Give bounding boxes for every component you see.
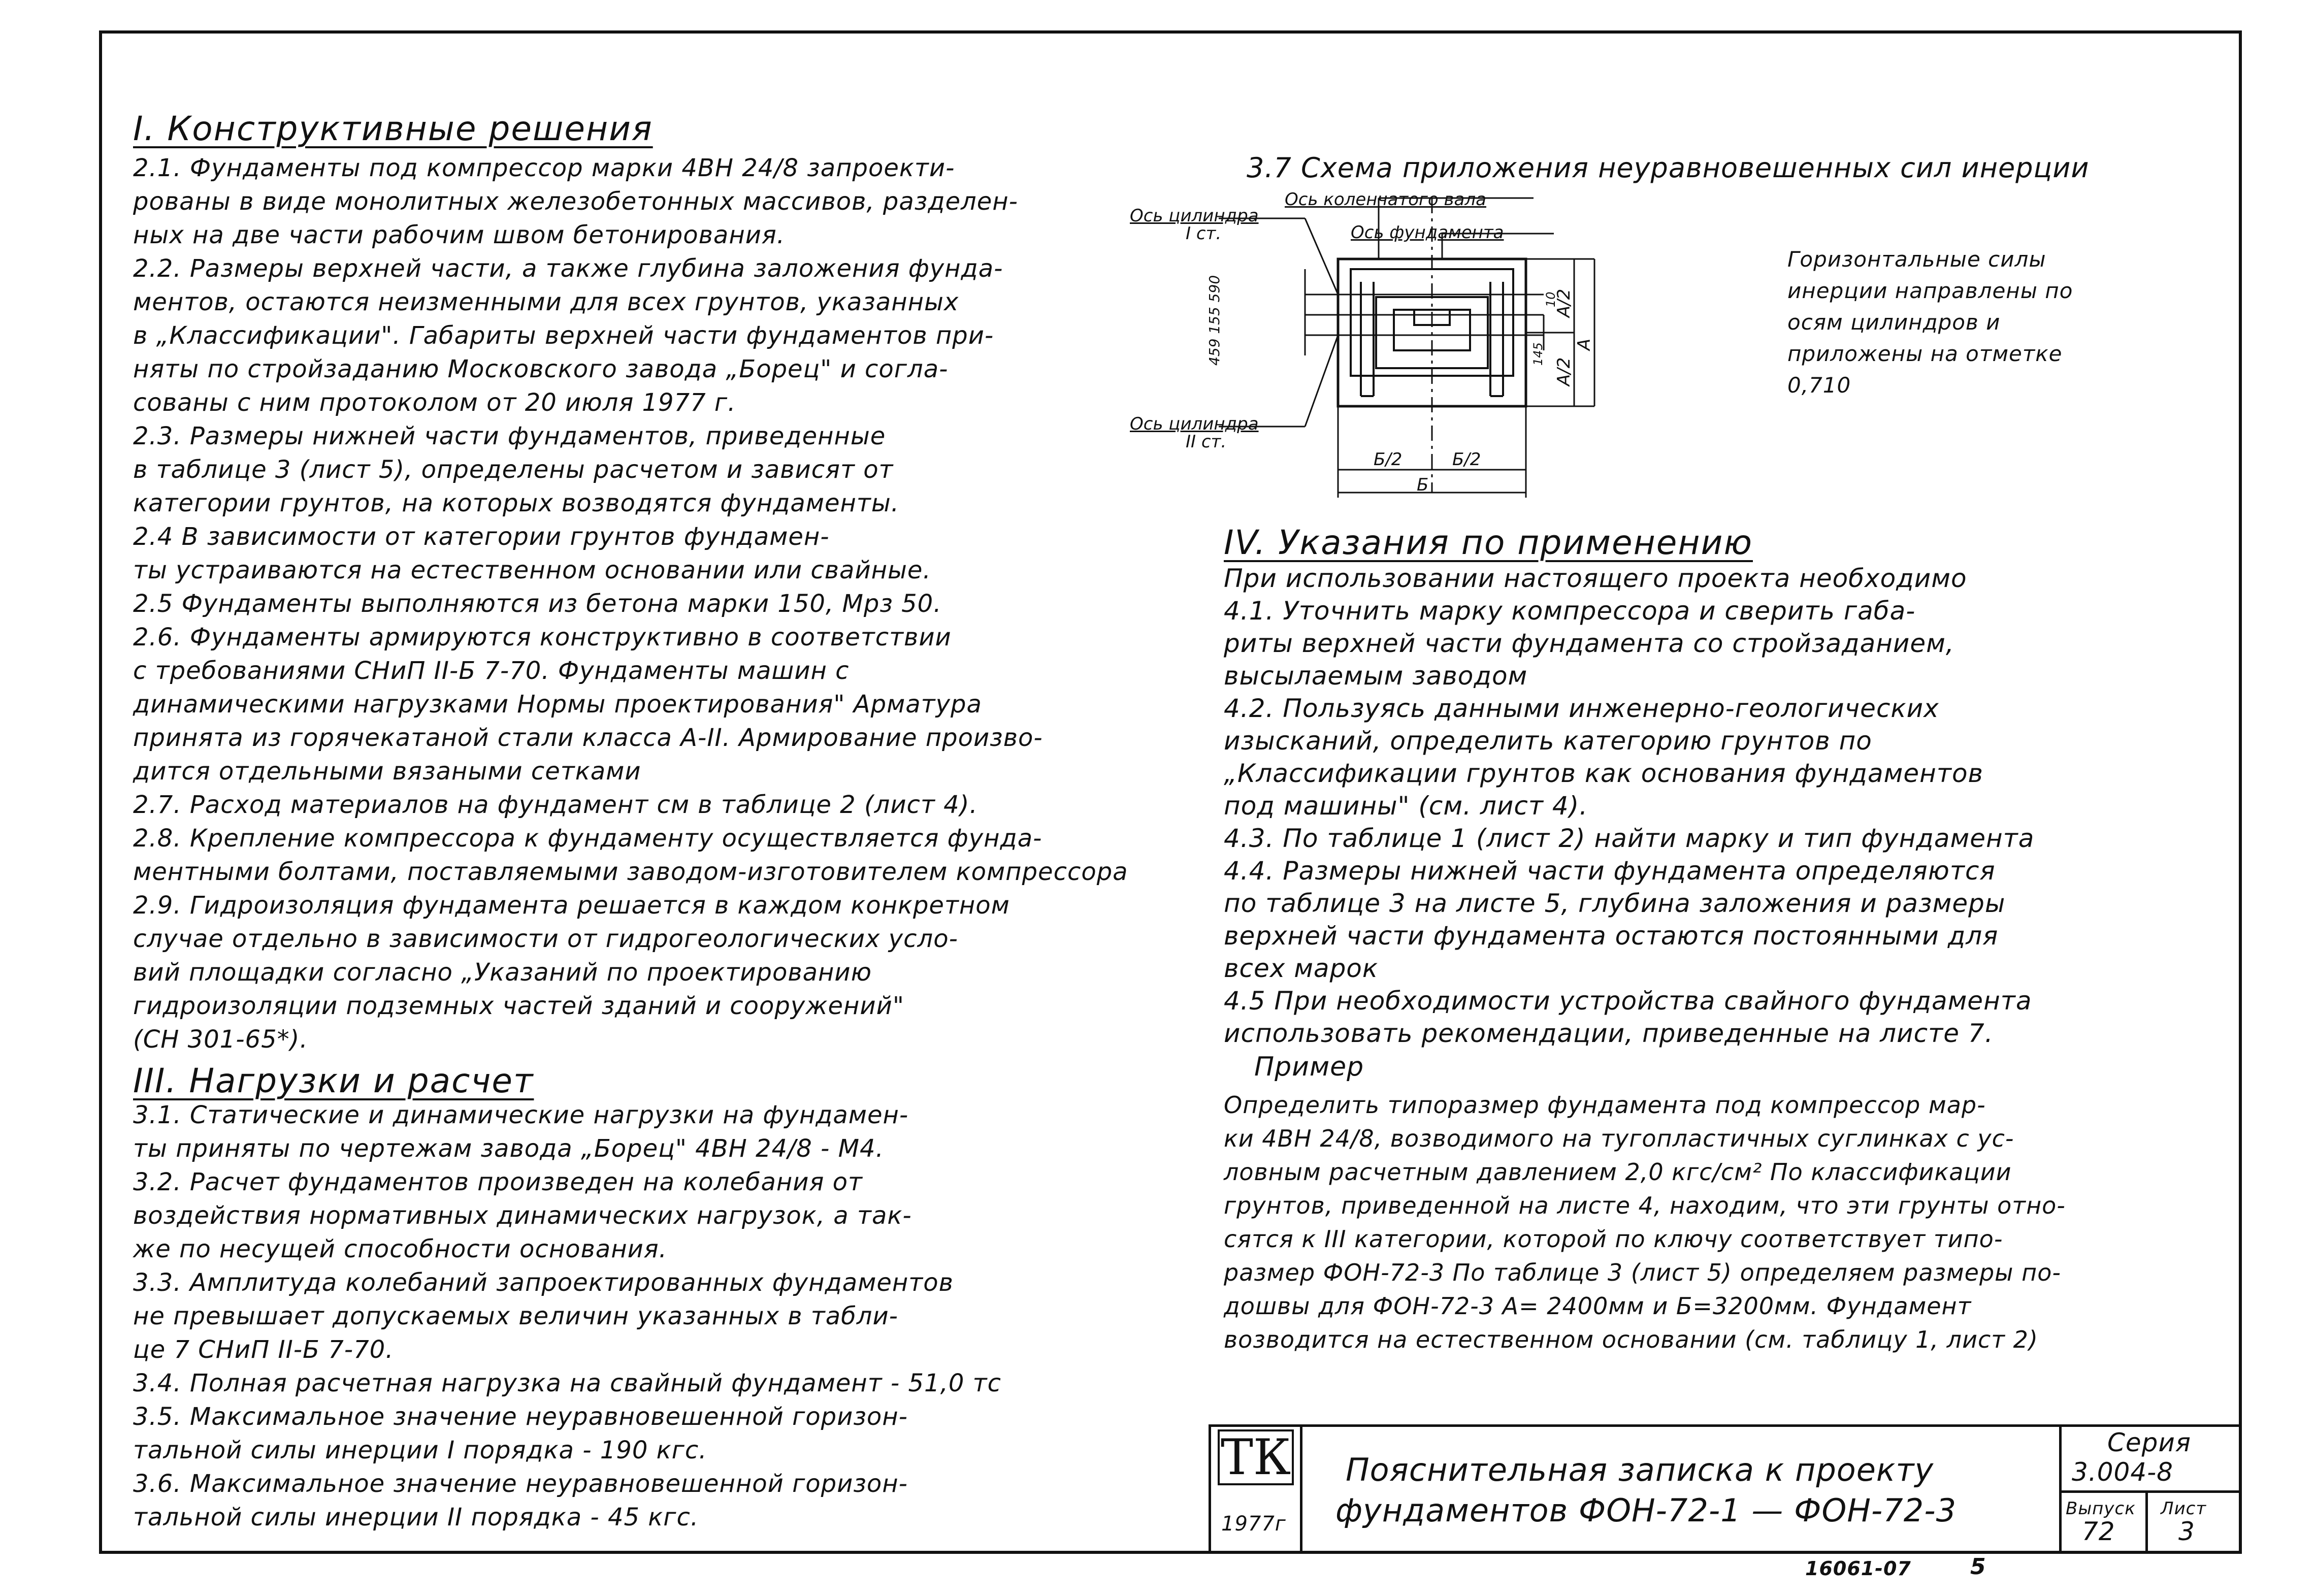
section-3-line: 3.1. Статические и динамические нагрузки на фундамен- [133, 1101, 909, 1129]
issue-label: Выпуск [2066, 1499, 2136, 1519]
section-4-line: „Классификации грунтов как основания фундаментов [1224, 759, 1983, 788]
section-1-line: 2.3. Размеры нижней части фундаментов, приведенные [133, 422, 886, 450]
section-3-line: не превышает допускаемых величин указанных в табли- [133, 1302, 898, 1330]
section-4-line: 4.5 При необходимости устройства свайного фундамента [1224, 986, 2032, 1016]
section-1-line: ментов, остаются неизменными для всех грунтов, указанных [133, 288, 959, 316]
dimension-a-half-bottom: A/2 [1554, 357, 1574, 386]
section-1-line: (СН 301-65*). [133, 1025, 308, 1054]
drawing-code: 16061-07 [1805, 1557, 1911, 1580]
crankshaft-axis-label: Ось коленчатого вала [1285, 189, 1486, 210]
section-1-line: 2.6. Фундаменты армируются конструктивно в соответствии [133, 623, 952, 652]
mid-dimension-1: 10 [1544, 291, 1558, 307]
dimension-b-half-left: Б/2 [1374, 449, 1403, 470]
section-3-line: 3.5. Максимальное значение неуравновешенной горизон- [133, 1403, 908, 1431]
section-4-line: риты верхней части фундамента со стройзаданием, [1224, 629, 1954, 658]
scheme-note-line: инерции направлены по [1787, 278, 2073, 303]
section-1-line: 2.8. Крепление компрессора к фундаменту осуществляется фунда- [133, 824, 1042, 853]
example-line: размер ФОН-72-3 По таблице 3 (лист 5) определяем размеры по- [1224, 1259, 2061, 1286]
scheme-note-line: приложены на отметке [1787, 341, 2063, 366]
section-4-line: изысканий, определить категорию грунтов по [1224, 726, 1872, 756]
section-4-line: под машины" (см. лист 4). [1224, 791, 1588, 821]
dimension-b: Б [1417, 475, 1429, 495]
section-3-line: 3.2. Расчет фундаментов произведен на колебания от [133, 1168, 863, 1196]
sheet-value: 3 [2178, 1517, 2195, 1546]
section-1-line: ментными болтами, поставляемыми заводом-изготовителем компрессора [133, 858, 1128, 886]
section-4-line: использовать рекомендации, приведенные на листе 7. [1224, 1019, 1994, 1048]
dimension-a: A [1574, 338, 1594, 350]
example-line: Определить типоразмер фундамента под компрессор мар- [1224, 1091, 1986, 1119]
section-3-line: 3.6. Максимальное значение неуравновешенной горизон- [133, 1470, 908, 1498]
section-4-heading: IV. Указания по применению [1224, 523, 1753, 562]
section-1-line: 2.7. Расход материалов на фундамент см в таблице 2 (лист 4). [133, 791, 978, 819]
cylinder-axis-2-num: II ст. [1186, 432, 1227, 452]
section-4-line: 4.4. Размеры нижней части фундамента определяются [1224, 856, 1996, 886]
foundation-axis-label: Ось фундамента [1351, 222, 1504, 243]
section-1-line: с требованиями СНиП II-Б 7-70. Фундаменты машин с [133, 657, 850, 685]
example-line: ловным расчетным давлением 2,0 кгс/см² По классификации [1224, 1158, 2012, 1186]
example-line: дошвы для ФОН-72-3 А= 2400мм и Б=3200мм. Фундамент [1224, 1292, 1972, 1320]
dimension-b-half-right: Б/2 [1452, 449, 1481, 470]
section-1-line: рованы в виде монолитных железобетонных массивов, разделен- [133, 187, 1018, 216]
section-1-line: гидроизоляции подземных частей зданий и сооружений" [133, 992, 904, 1020]
section-1-line: 2.5 Фундаменты выполняются из бетона марки 150, Мрз 50. [133, 590, 942, 618]
example-line: грунтов, приведенной на листе 4, находим, что эти грунты отно- [1224, 1192, 2066, 1219]
section-1-heading: I. Конструктивные решения [133, 109, 653, 148]
section-1-line: случае отдельно в зависимости от гидрогеологических усло- [133, 925, 958, 953]
section-1-line: 2.4 В зависимости от категории грунтов фундамен- [133, 523, 830, 551]
scheme-heading: 3.7 Схема приложения неуравновешенных сил инерции [1247, 152, 2090, 184]
section-4-line: высылаемым заводом [1224, 661, 1528, 691]
issue-value: 72 [2082, 1517, 2115, 1546]
dimension-a-half-top: A/2 [1554, 288, 1574, 317]
section-1-line: няты по стройзаданию Московского завода „Борец" и согла- [133, 355, 949, 383]
section-1-line: ты устраиваются на естественном основании или свайные. [133, 556, 931, 584]
example-line: сятся к III категории, которой по ключу соответствует типо- [1224, 1225, 2003, 1253]
section-1-line: дится отдельными вязаными сетками [133, 757, 641, 786]
sheet-label: Лист [2161, 1499, 2207, 1519]
section-3-line: тальной силы инерции I порядка - 190 кгс. [133, 1436, 707, 1464]
scheme-note-line: 0,710 [1787, 373, 1851, 398]
section-3-line: же по несущей способности основания. [133, 1235, 667, 1263]
section-4-line: верхней части фундамента остаются постоянными для [1224, 921, 1999, 951]
section-1-line: категории грунтов, на которых возводятся фундаменты. [133, 489, 900, 517]
section-4-line: 4.3. По таблице 1 (лист 2) найти марку и тип фундамента [1224, 824, 2035, 853]
page-number: 5 [1970, 1554, 1986, 1580]
series-value: 3.004-8 [2072, 1457, 2173, 1487]
scheme-note-line: Горизонтальные силы [1787, 247, 2046, 272]
cylinder-axis-1-num: I ст. [1186, 223, 1222, 244]
section-1-line: вий площадки согласно „Указаний по проектированию [133, 958, 872, 987]
example-heading: Пример [1254, 1052, 1364, 1082]
example-line: ки 4ВН 24/8, возводимого на тугопластичных суглинках с ус- [1224, 1125, 2014, 1152]
section-4-line: всех марок [1224, 954, 1379, 983]
section-1-line: ных на две части рабочим швом бетонирования. [133, 221, 786, 249]
section-3-line: 3.3. Амплитуда колебаний запроектированных фундаментов [133, 1268, 954, 1297]
section-3-line: ты приняты по чертежам завода „Борец" 4ВН 24/8 - М4. [133, 1134, 884, 1163]
section-3-line: воздействия нормативных динамических нагрузок, а так- [133, 1201, 912, 1230]
section-3-heading: III. Нагрузки и расчет [133, 1061, 534, 1100]
section-1-line: в таблице 3 (лист 5), определены расчетом и зависят от [133, 455, 894, 484]
left-dimension-label: 459 155 590 [1206, 275, 1223, 366]
section-1-line: 2.1. Фундаменты под компрессор марки 4ВН 24/8 запроекти- [133, 154, 955, 182]
tk-logo: ТК [1218, 1429, 1294, 1485]
section-3-line: це 7 СНиП II-Б 7-70. [133, 1336, 394, 1364]
scheme-note-line: осям цилиндров и [1787, 310, 2001, 335]
example-line: возводится на естественном основании (см. таблицу 1, лист 2) [1224, 1326, 2038, 1353]
cylinder-axis-2-label: Ось цилиндра [1130, 414, 1259, 434]
section-3-line: 3.4. Полная расчетная нагрузка на свайный фундамент - 51,0 тс [133, 1369, 1001, 1397]
section-4-line: При использовании настоящего проекта необходимо [1224, 564, 1967, 593]
section-1-line: в „Классификации". Габариты верхней части фундаментов при- [133, 321, 994, 350]
title-line-2: фундаментов ФОН-72-1 — ФОН-72-3 [1335, 1492, 1957, 1529]
title-line-1: Пояснительная записка к проекту [1346, 1451, 1934, 1488]
section-1-line: 2.2. Размеры верхней части, а также глубина заложения фунда- [133, 254, 1003, 283]
section-1-line: 2.9. Гидроизоляция фундамента решается в каждом конкретном [133, 891, 1010, 920]
section-1-line: сованы с ним протоколом от 20 июля 1977 г. [133, 388, 736, 417]
mid-dimension-2: 145 [1531, 342, 1545, 366]
cylinder-axis-1-label: Ось цилиндра [1130, 206, 1259, 226]
title-block-year: 1977г [1221, 1512, 1286, 1536]
section-4-line: по таблице 3 на листе 5, глубина заложения и размеры [1224, 889, 2006, 918]
section-1-line: принята из горячекатаной стали класса A-II. Армирование произво- [133, 724, 1043, 752]
section-3-line: тальной силы инерции II порядка - 45 кгс. [133, 1503, 699, 1532]
section-1-line: динамическими нагрузками Нормы проектирования" Арматура [133, 690, 982, 719]
series-label: Серия [2107, 1428, 2191, 1457]
section-4-line: 4.2. Пользуясь данными инженерно-геологических [1224, 694, 1939, 723]
section-4-line: 4.1. Уточнить марку компрессора и сверить габа- [1224, 596, 1916, 626]
